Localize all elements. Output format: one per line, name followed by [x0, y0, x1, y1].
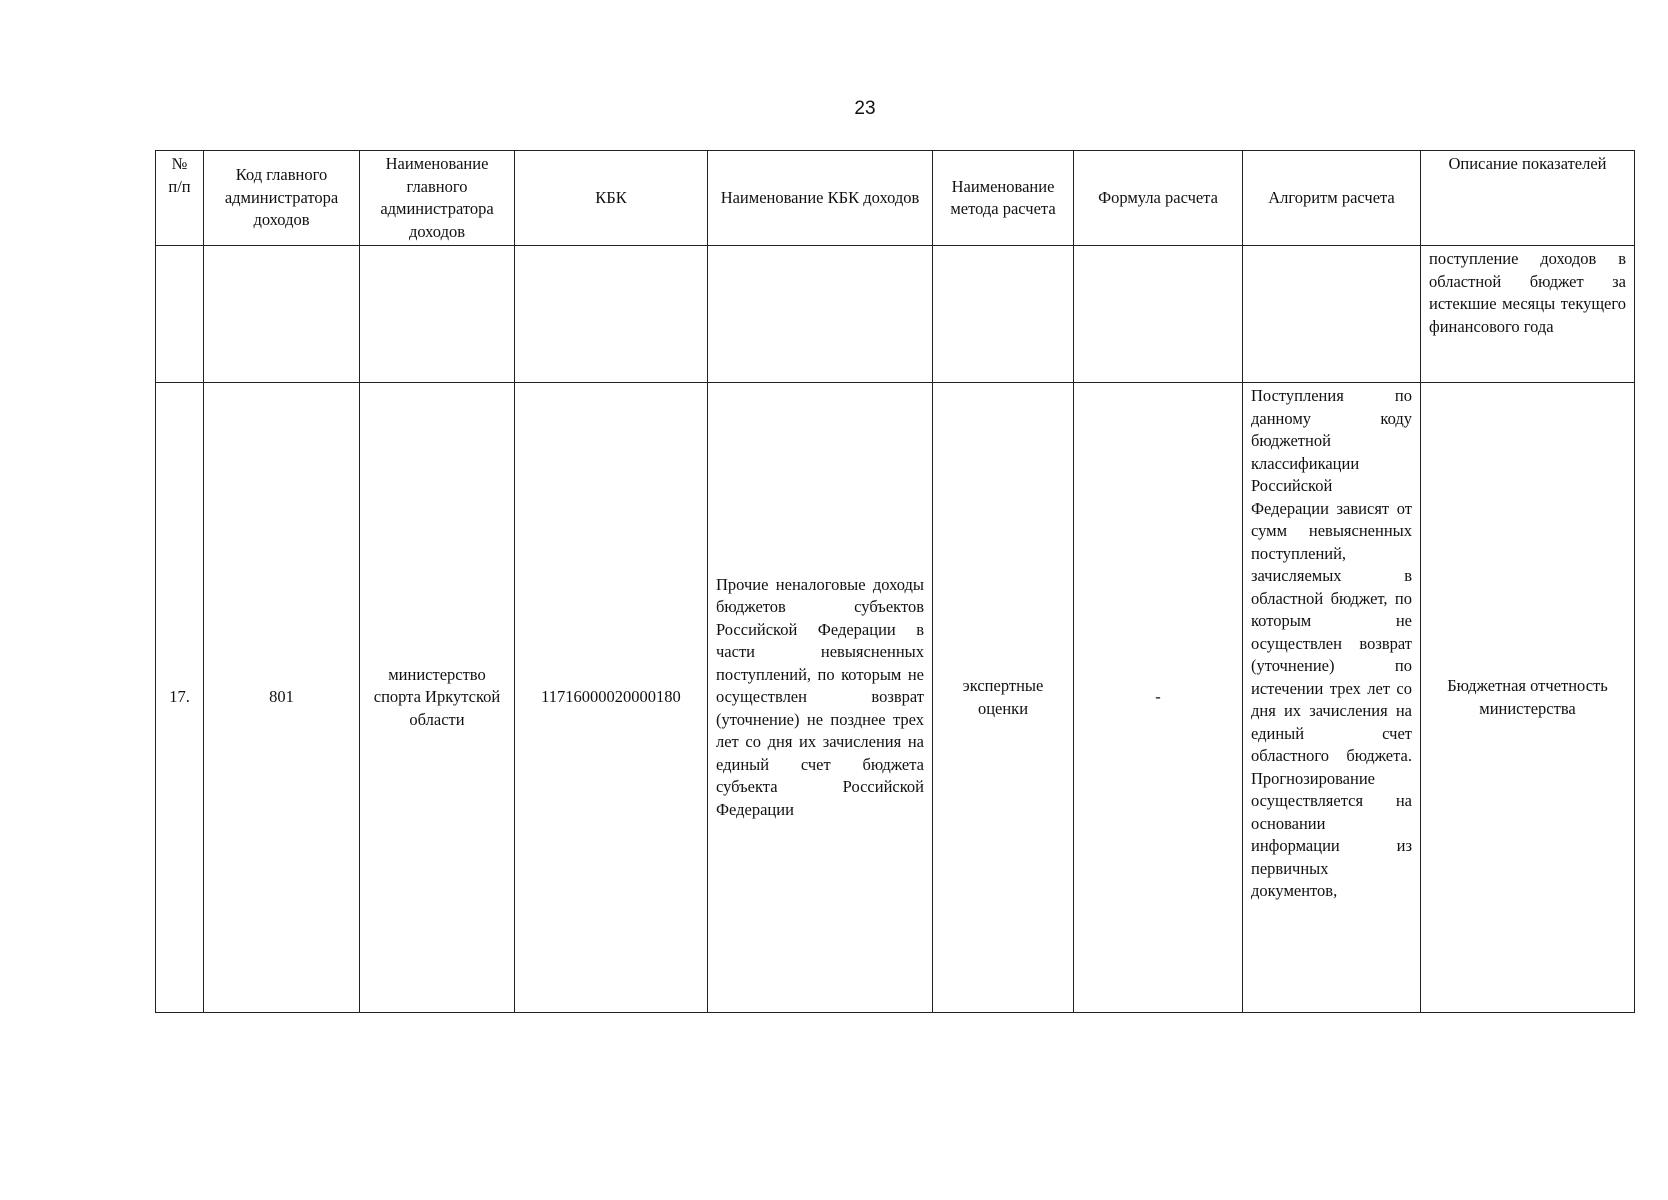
header-kbk-name: Наименование КБК доходов	[708, 151, 933, 246]
cell-num: 17.	[156, 383, 204, 1013]
cell-description-continued: поступление доходов в областной бюджет за истекшие месяцы текущего финансового года	[1421, 246, 1635, 383]
cell-method: экспертные оценки	[933, 383, 1074, 1013]
cell-code: 801	[204, 383, 360, 1013]
cell-formula: -	[1074, 383, 1243, 1013]
header-kbk: КБК	[515, 151, 708, 246]
cell-empty	[708, 246, 933, 383]
cell-empty	[1074, 246, 1243, 383]
header-row	[156, 151, 1635, 246]
cell-algorithm: Поступления по данному коду бюджетной классификации Российской Федерации зависят от сумм невыясненных поступлений, зачисляемых в областной бюджет, по которым не осуществлен возврат (уточнение) по истечении трех лет со дня их зачисления на единый счет областного бюджета. Прогнозирование осуществляется на основании информации из первичных документов,	[1243, 383, 1421, 1013]
cell-empty	[515, 246, 708, 383]
header-num: № п/п	[156, 151, 204, 246]
continuation-row	[156, 246, 1635, 383]
table-row	[156, 383, 1635, 1013]
revenue-forecast-table	[155, 150, 1635, 1013]
cell-empty	[204, 246, 360, 383]
page-number: 23	[854, 98, 876, 119]
header-code: Код главного администратора доходов	[204, 151, 360, 246]
cell-kbk-name: Прочие неналоговые доходы бюджетов субъектов Российской Федерации в части невыясненных поступлений, по которым не осуществлен возврат (уточнение) не позднее трех лет со дня их зачисления на единый счет бюджета субъекта Российской Федерации	[708, 383, 933, 1013]
header-method: Наименование метода расчета	[933, 151, 1074, 246]
cell-empty	[1243, 246, 1421, 383]
header-formula: Формула расчета	[1074, 151, 1243, 246]
cell-empty	[156, 246, 204, 383]
cell-empty	[933, 246, 1074, 383]
header-algorithm: Алгоритм расчета	[1243, 151, 1421, 246]
header-admin-name: Наименование главного администратора доходов	[360, 151, 515, 246]
cell-admin-name: министерство спорта Иркутской области	[360, 383, 515, 1013]
cell-empty	[360, 246, 515, 383]
cell-description: Бюджетная отчетность министерства	[1421, 383, 1635, 1013]
cell-kbk: 11716000020000180	[515, 383, 708, 1013]
header-description: Описание показателей	[1421, 151, 1635, 246]
